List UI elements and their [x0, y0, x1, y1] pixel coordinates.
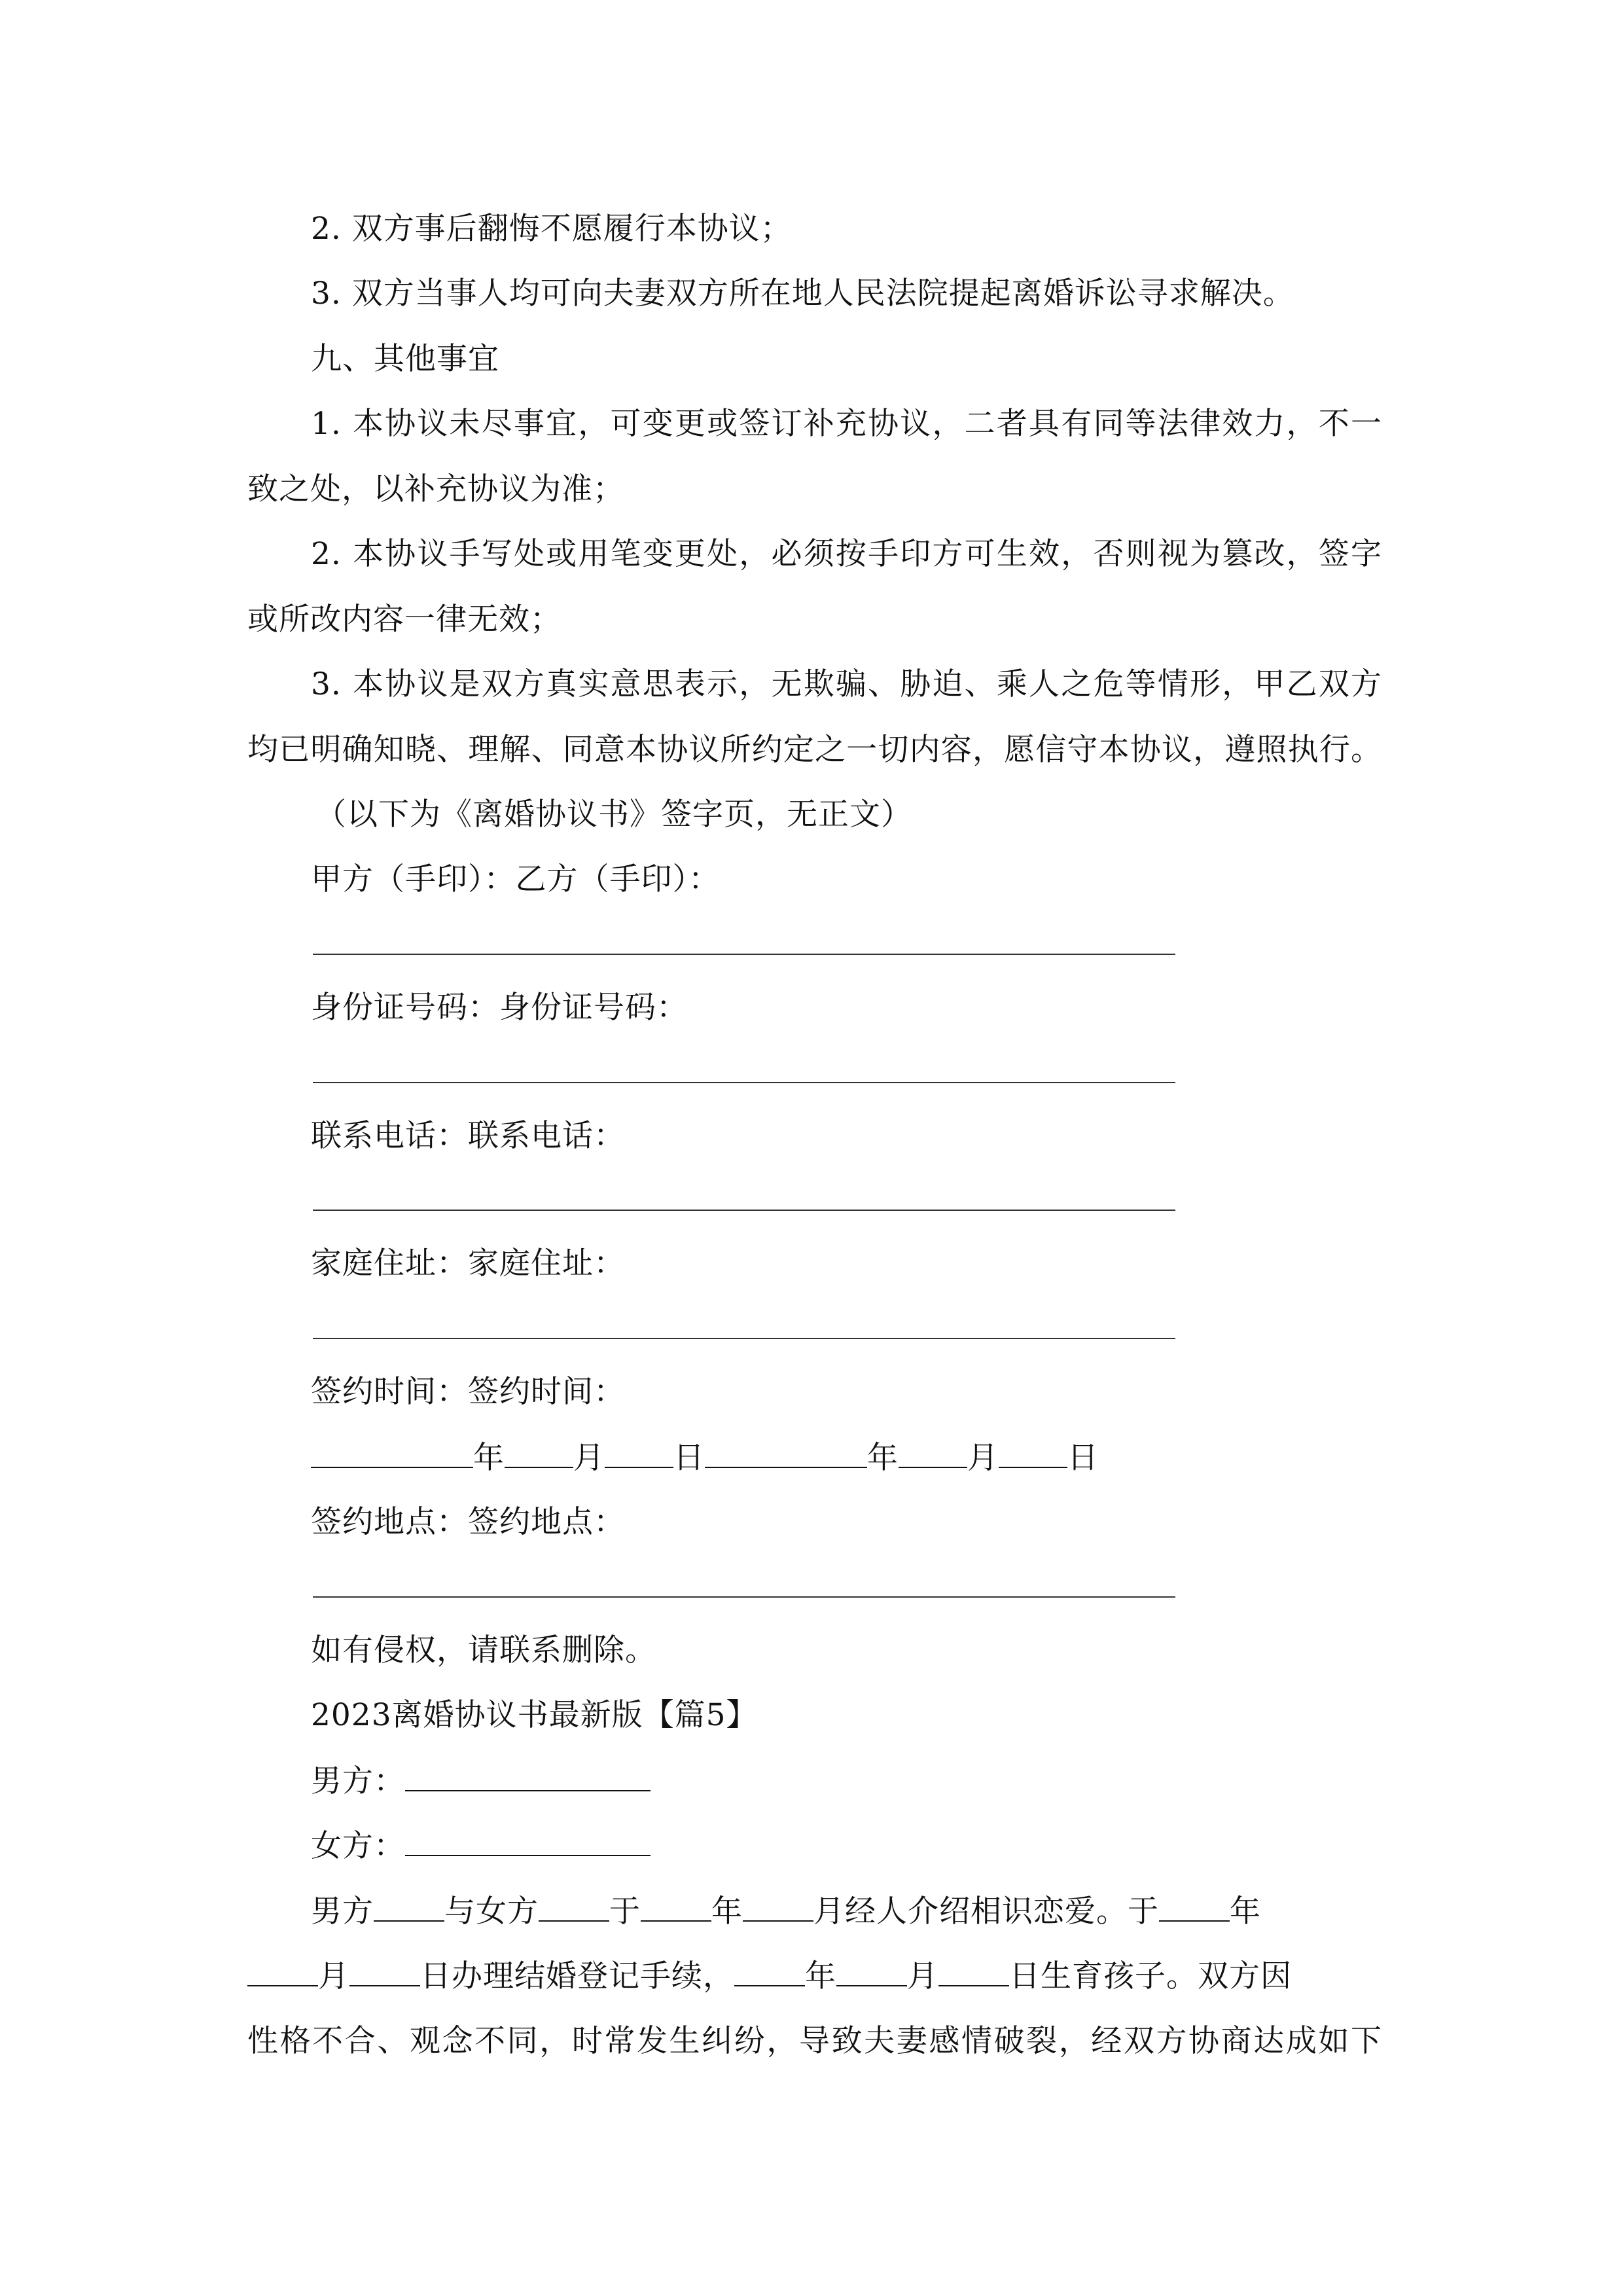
- section-heading-9: 九、其他事宜: [311, 341, 499, 377]
- date-day-label-a: 日: [673, 1440, 705, 1476]
- date-day-label-b: 日: [1067, 1440, 1099, 1476]
- clause-8-item-3: 3. 双方当事人均可向夫妻双方所在地人民法院提起离婚诉讼寻求解决。: [311, 276, 1294, 312]
- intro-line-3: 性格不合、观念不同，时常发生纠纷，导致夫妻感情破裂，经双方协商达成如下: [247, 2023, 1382, 2059]
- clause-8-item-2: 2. 双方事后翻悔不愿履行本协议；: [311, 211, 792, 247]
- intro-line-1: 男方 与女方 于 年 月经人介绍相识恋爱。于 年: [311, 1890, 1382, 1932]
- female-label: 女方：: [311, 1828, 405, 1864]
- clause-9-item-1-line-2: 致之处，以补充协议为准；: [247, 471, 624, 507]
- date-month-label-a: 月: [573, 1440, 605, 1476]
- female-party-row: [311, 1825, 651, 1867]
- date-blank-month-b: [899, 1437, 967, 1468]
- date-month-label-b: 月: [967, 1440, 999, 1476]
- intro-line-2: 月 日办理结婚登记手续， 年 月 日生育孩子。双方因: [247, 1955, 1382, 1997]
- clause-9-item-3-line-1: 3. 本协议是双方真实意思表示，无欺骗、胁迫、乘人之危等情形，甲乙双方: [311, 666, 1382, 702]
- date-blank-month-a: [505, 1437, 573, 1468]
- male-name-blank: [405, 1760, 651, 1791]
- male-party-row: [311, 1760, 651, 1802]
- date-blank-year-a: [311, 1437, 473, 1468]
- signature-line: [313, 954, 1175, 955]
- id-number-label: 身份证号码：身份证号码：: [311, 990, 688, 1026]
- signature-page-note: （以下为《离婚协议书》签字页，无正文）: [315, 797, 912, 833]
- address-line: [313, 1338, 1175, 1339]
- clause-9-item-2-line-2: 或所改内容一律无效；: [247, 601, 562, 637]
- signing-place-label: 签约地点：签约地点：: [311, 1504, 625, 1540]
- clause-9-item-3-line-2: 均已明确知晓、理解、同意本协议所约定之一切内容，愿信守本协议，遵照执行。: [247, 732, 1382, 768]
- date-blank-day-a: [605, 1437, 673, 1468]
- signature-parties-label: 甲方（手印）：乙方（手印）：: [311, 861, 720, 897]
- signing-place-line: [313, 1596, 1175, 1598]
- clause-9-item-1-line-1: 1. 本协议未尽事宜，可变更或签订补充协议，二者具有同等法律效力，不一: [311, 406, 1382, 442]
- id-number-line: [313, 1082, 1175, 1083]
- phone-label: 联系电话：联系电话：: [311, 1118, 625, 1154]
- date-blank-day-b: [999, 1437, 1067, 1468]
- infringement-notice: 如有侵权，请联系删除。: [311, 1632, 656, 1668]
- date-year-label-a: 年: [473, 1440, 505, 1476]
- signing-time-label: 签约时间：签约时间：: [311, 1374, 625, 1410]
- section-title: 2023离婚协议书最新版【篇5】: [311, 1697, 758, 1733]
- signing-date-row: [311, 1437, 1099, 1479]
- address-label: 家庭住址：家庭住址：: [311, 1246, 625, 1282]
- female-name-blank: [405, 1825, 651, 1856]
- phone-line: [313, 1210, 1175, 1211]
- male-label: 男方：: [311, 1763, 405, 1799]
- date-year-label-b: 年: [867, 1440, 899, 1476]
- date-blank-year-b: [705, 1437, 867, 1468]
- clause-9-item-2-line-1: 2. 本协议手写处或用笔变更处，必须按手印方可生效，否则视为篡改，签字: [311, 536, 1382, 572]
